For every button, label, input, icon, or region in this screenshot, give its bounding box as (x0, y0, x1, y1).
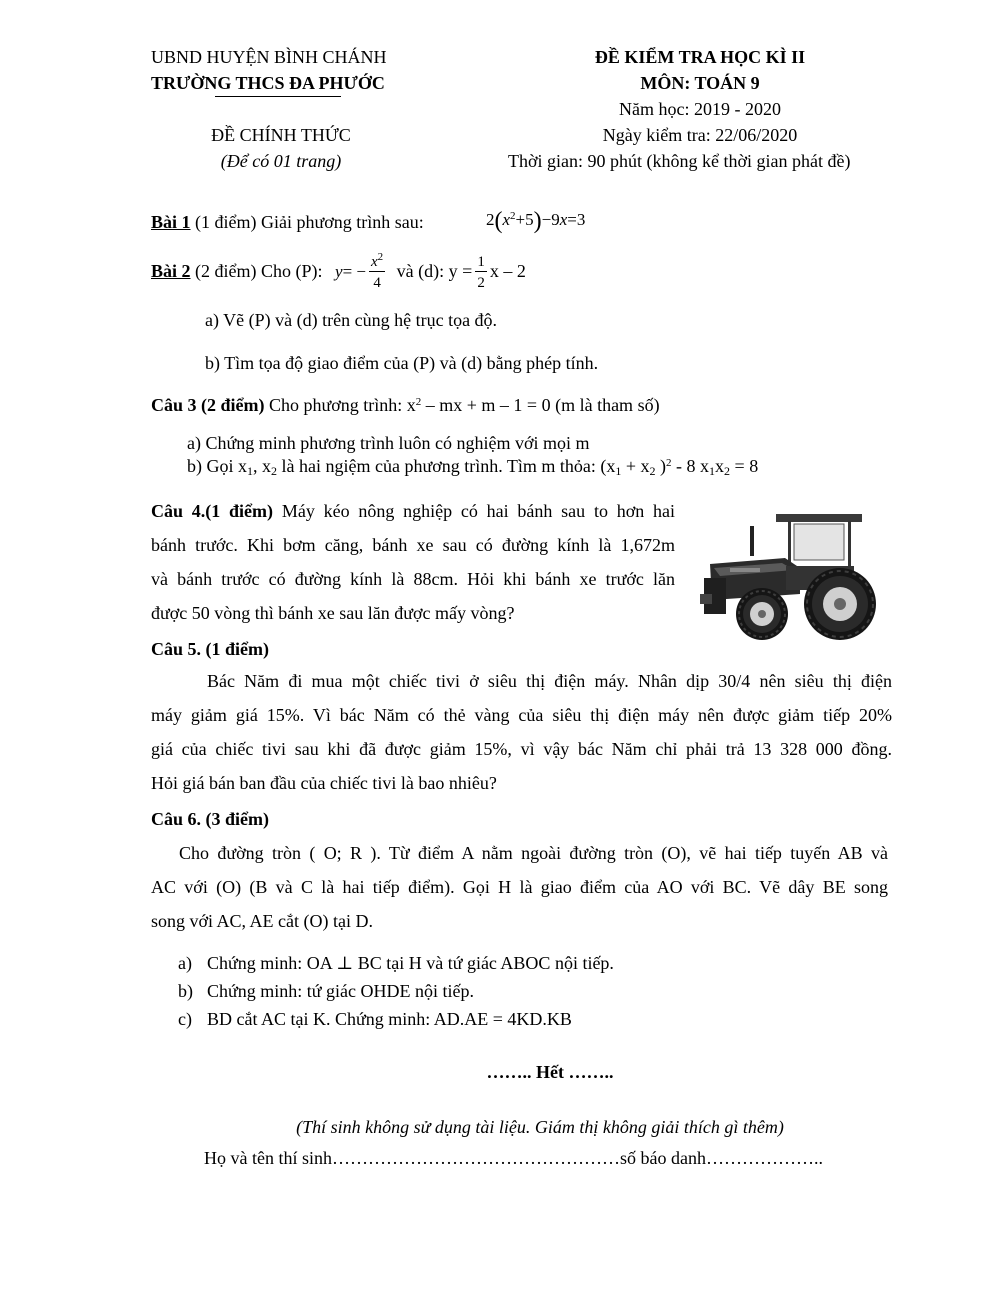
page-count: (Để có 01 trang) (220, 151, 342, 171)
exam-date: Ngày kiểm tra: 22/06/2020 (602, 125, 798, 145)
cau4-line4: được 50 vòng thì bánh xe sau lăn được mấy vòng? (151, 603, 515, 623)
exam-duration: Thời gian: 90 phút (không kể thời gian phát đề) (508, 151, 851, 171)
school-year: Năm học: 2019 - 2020 (619, 99, 781, 119)
cau6-line3: song với AC, AE cắt (O) tại D. (151, 911, 373, 931)
d-intro: và (d): y = (396, 261, 473, 281)
bai2-b: b) Tìm tọa độ giao điểm của (P) và (d) bằng phép tính. (205, 353, 599, 373)
cau3-b: b) Gọi $x_1$, $x_2$ là hai ngiệm của phương trình. Tìm m thỏa: ($x_1 + x_2$ )$^2$ - 8 $x_1x_2 = 8$ (187, 456, 759, 478)
cau3-a: a) Chứng minh phương trình luôn có nghiệm với mọi m (187, 433, 590, 453)
cau6-item-a: a) Chứng minh: OA ⊥ BC tại H và tứ giác ABOC nội tiếp. (178, 953, 614, 973)
cau5-line2: máy giảm giá 15%. Vì bác Năm có thẻ vàng của siêu thị điện máy nên được giảm tiếp 20% (151, 705, 892, 725)
exam-title: ĐỀ KIỂM TRA HỌC KÌ II (594, 47, 806, 67)
cau6-item-c: c) BD cắt AC tại K. Chứng minh: AD.AE = 4KD.KB (178, 1009, 572, 1029)
header-underline (215, 96, 341, 97)
cau5-line4: Hỏi giá bán ban đầu của chiếc tivi là bao nhiêu? (151, 773, 497, 793)
cau5-line3: giá của chiếc tivi sau khi đã được giảm 15%, vì vậy bác Năm chỉ phải trả 13 328 000 đồng. (151, 739, 892, 759)
cau4-line3: và bánh trước có đường kính là 88cm. Hỏi khi bánh xe trước lăn (151, 569, 675, 589)
candidate-line: Họ và tên thí sinh…………………………………………số báo danh……………….. (204, 1148, 823, 1168)
tractor-image (690, 508, 888, 643)
d-fraction: $\frac{1}{2}$ (477, 253, 485, 291)
exam-subject: MÔN: TOÁN 9 (640, 73, 760, 93)
cau4-line2: bánh trước. Khi bơm căng, bánh xe sau có đường kính là 1,672m (151, 535, 675, 555)
cau6-body (151, 836, 888, 938)
end-marker: …….. Hết …….. (486, 1062, 614, 1082)
footer-note: (Thí sinh không sử dụng tài liệu. Giám thị không giải thích gì thêm) (296, 1117, 784, 1137)
cau6-label: Câu 6. (3 điểm) (151, 809, 269, 829)
cau5-body (151, 664, 892, 800)
bai1 (151, 211, 424, 233)
header-school: TRƯỜNG THCS ĐA PHƯỚC (151, 73, 385, 93)
cau5-line1: Bác Năm đi mua một chiếc tivi ở siêu thị điện máy. Nhân dịp 30/4 nên siêu thị điện (207, 671, 892, 691)
cau6-line1: Cho đường tròn ( O; R ). Từ điểm A nằm ngoài đường tròn (O), vẽ hai tiếp tuyến AB và (179, 843, 888, 863)
cau4 (151, 494, 675, 630)
bai2-text: (2 điểm) Cho (P): (195, 261, 323, 281)
cau4-line1: Câu 4.(1 điểm) Máy kéo nông nghiệp có hai bánh sau to hơn hai (151, 501, 675, 521)
cau6-item-b: b) Chứng minh: tứ giác OHDE nội tiếp. (178, 981, 474, 1001)
bai1-text: (1 điểm) Giải phương trình sau: (190, 212, 424, 232)
p-eq: = − (342, 262, 366, 281)
bai1-label: Bài 1 (151, 212, 191, 232)
p-lhs: y (335, 262, 343, 281)
bai2-label: Bài 2 (151, 261, 191, 281)
cau6-items (178, 949, 614, 1033)
bai2 (151, 247, 526, 296)
official-label: ĐỀ CHÍNH THỨC (211, 125, 351, 145)
bai1-equation: $2(x^2+5)-9x=3$ (486, 208, 586, 234)
bai2-a: a) Vẽ (P) và (d) trên cùng hệ trục tọa độ. (205, 310, 498, 330)
cau5-label: Câu 5. (1 điểm) (151, 639, 269, 659)
header-department: UBND HUYỆN BÌNH CHÁNH (151, 47, 387, 67)
p-fraction: $\frac{x^2}{4}$ (371, 250, 384, 291)
cau3: Câu 3 (2 điểm) Cho phương trình: $x^2$ – mx + m – 1 = 0 (m là tham số) (151, 395, 660, 415)
d-tail: x – 2 (489, 261, 526, 281)
cau6-line2: AC với (O) (B và C là hai tiếp điểm). Gọi H là giao điểm của AO với BC. Vẽ dây BE song (151, 877, 888, 897)
